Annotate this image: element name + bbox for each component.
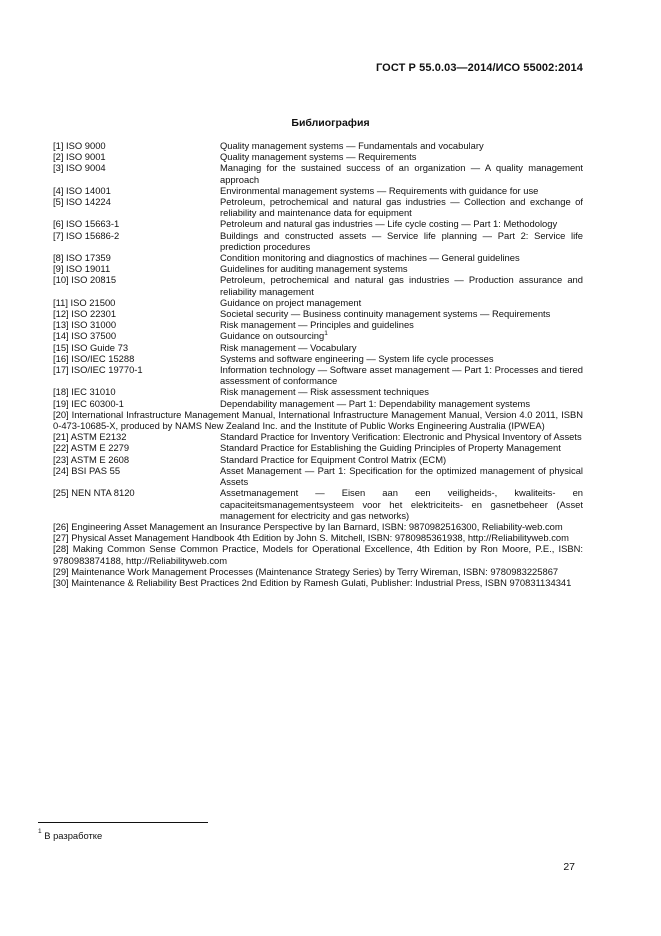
entry-reference: [23] ASTM E 2608	[53, 453, 130, 465]
entry-description	[220, 353, 583, 364]
entry-reference: [5] ISO 14224	[53, 196, 111, 208]
entry-description	[220, 386, 583, 397]
bibliography-entry	[53, 297, 583, 308]
bibliography-entry: [20] International Infrastructure Management Manual, International Infrastructure Management Manual, Version 4.0 2011, ISBN 0-473-10685-X, produced by NAMS New Zealand Inc. and the Institute of Public Works Engineering Australia (IPWEA)	[53, 408, 583, 432]
bibliography-entry: [26] Engineering Asset Management an Insurance Perspective by Ian Barnard, ISBN: 9870982516300, Reliability-web.com	[53, 520, 563, 532]
bibliography-entry	[53, 162, 583, 184]
entry-description-text: Petroleum, petrochemical and natural gas industries — Production assurance and reliability management	[220, 274, 583, 297]
entry-reference: [22] ASTM E 2279	[53, 442, 130, 454]
entry-description-text: Guidelines for auditing management systems	[220, 263, 408, 275]
footnote-reference: 1	[324, 330, 328, 338]
bibliography-entry	[53, 185, 583, 196]
bibliography-entry: [30] Maintenance & Reliability Best Practices 2nd Edition by Ramesh Gulati, Publisher: Industrial Press, ISBN 970831134341	[53, 576, 572, 588]
bibliography-entry: [28] Making Common Sense Common Practice, Models for Operational Excellence, 4th Edition by Ron Moore, P.E., ISBN: 9780983874188, http://Reliabilityweb.com	[53, 543, 583, 566]
entry-description	[220, 319, 583, 330]
entry-description	[220, 151, 583, 162]
entry-description	[220, 185, 583, 196]
entry-description	[220, 465, 583, 487]
entry-description-text: Standard Practice for Inventory Verification: Electronic and Physical Inventory of Assets	[220, 431, 582, 443]
entry-description-text: Petroleum, petrochemical and natural gas industries — Collection and exchange of reliability and maintenance data for equipment	[220, 196, 583, 219]
entry-description-text: Quality management systems — Fundamentals and vocabulary	[220, 140, 484, 151]
entry-description	[220, 252, 583, 263]
entry-description	[220, 218, 583, 229]
entry-description	[220, 263, 583, 274]
bibliography-entry	[53, 218, 583, 229]
entry-reference: [9] ISO 19011	[53, 263, 111, 275]
bibliography-entry	[53, 398, 583, 409]
entry-description-text: Guidance on outsourcing	[220, 330, 325, 342]
bibliography-entry	[53, 230, 583, 252]
page-number: 27	[563, 861, 575, 873]
bibliography-entry	[53, 319, 583, 330]
entry-reference: [16] ISO/IEC 15288	[53, 352, 135, 364]
bibliography-entry	[53, 151, 583, 162]
footnote-mark: 1	[38, 828, 42, 835]
entry-description	[220, 196, 583, 218]
bibliography-entry	[53, 140, 583, 151]
entry-description-text: Societal security — Business continuity management systems — Requirements	[220, 308, 551, 320]
bibliography-entry	[53, 364, 583, 386]
bibliography-entry	[53, 330, 583, 341]
entry-reference: [11] ISO 21500	[53, 296, 116, 308]
bibliography-entry	[53, 431, 583, 442]
bibliography-entry	[53, 263, 583, 274]
bibliography-entry: [29] Maintenance Work Management Processes (Maintenance Strategy Series) by Terry Wireman, ISBN: 9780983225867	[53, 565, 559, 577]
entry-description-text: Buildings and constructed assets — Service life planning — Part 2: Service life prediction procedures	[220, 229, 583, 252]
entry-description-text: Standard Practice for Establishing the Guiding Principles of Property Management	[220, 442, 561, 454]
entry-description	[220, 431, 583, 442]
entry-description	[220, 140, 583, 151]
entry-reference: [12] ISO 22301	[53, 308, 117, 320]
bibliography-entry	[53, 196, 583, 218]
bibliography-entry	[53, 454, 583, 465]
footnote-text: В разработке	[44, 830, 103, 841]
entry-description-text: Environmental management systems — Requirements with guidance for use	[220, 184, 539, 196]
entry-description-text: Standard Practice for Equipment Control Matrix (ECM)	[220, 453, 447, 465]
entry-reference: [4] ISO 14001	[53, 184, 111, 196]
bibliography-entry	[53, 386, 583, 397]
bibliography-list	[53, 140, 583, 588]
entry-description-text: Asset Management — Part 1: Specification for the optimized management of physical Assets	[220, 464, 583, 488]
entry-reference: [13] ISO 31000	[53, 319, 117, 331]
entry-description-text: Risk management — Vocabulary	[220, 341, 357, 353]
footnote-divider	[38, 822, 208, 823]
entry-description	[220, 398, 583, 409]
entry-reference: [21] ASTM E2132	[53, 431, 127, 443]
entry-reference: [14] ISO 37500	[53, 330, 117, 342]
entry-description	[220, 297, 583, 308]
bibliography-entry	[53, 252, 583, 263]
entry-reference: [17] ISO/IEC 19770-1	[53, 364, 143, 376]
entry-description-text: Risk management — Principles and guidelines	[220, 319, 414, 331]
bibliography-entry	[53, 342, 583, 353]
entry-description	[220, 442, 583, 453]
entry-description-text: Managing for the sustained success of an organization — A quality management approach	[220, 162, 583, 185]
entry-description	[220, 364, 583, 386]
document-header: ГОСТ Р 55.0.03—2014/ИСО 55002:2014	[375, 62, 583, 74]
entry-reference: [18] IEC 31010	[53, 386, 116, 398]
entry-description-text: Systems and software engineering — System life cycle processes	[220, 352, 494, 364]
entry-description-text: Petroleum and natural gas industries — Life cycle costing — Part 1: Methodology	[220, 218, 558, 230]
entry-description-text: Information technology — Software asset management — Part 1: Processes and tiered assessment of conformance	[220, 364, 583, 387]
entry-description	[220, 230, 583, 252]
entry-description-text: Guidance on project management	[220, 296, 362, 308]
bibliography-entry	[53, 442, 583, 453]
entry-reference: [3] ISO 9004	[53, 162, 106, 174]
entry-reference: [8] ISO 17359	[53, 252, 111, 264]
entry-description-text: Dependability management — Part 1: Dependability management systems	[220, 397, 531, 409]
entry-description-text: Risk management — Risk assessment techniques	[220, 386, 429, 398]
entry-description	[220, 487, 583, 521]
footnote	[38, 830, 102, 841]
entry-description	[220, 330, 583, 341]
entry-reference: [15] ISO Guide 73	[53, 341, 129, 353]
bibliography-entry: [27] Physical Asset Management Handbook 4th Edition by John S. Mitchell, ISBN: 9780985361938, http://Reliabilityweb.com	[53, 532, 569, 544]
entry-reference: [25] NEN NTA 8120	[53, 487, 135, 499]
page-title: Библиография	[291, 117, 370, 129]
bibliography-entry	[53, 487, 583, 521]
entry-reference: [24] BSI PAS 55	[53, 464, 121, 476]
entry-reference: [7] ISO 15686-2	[53, 229, 120, 241]
entry-description-text: Assetmanagement — Eisen aan een veiligheids-, kwaliteits- en capaciteitsmanagementsysteem voor het elektriciteits- en gasnetbeheer (Asset management for electricity and gas networks)	[220, 487, 583, 521]
bibliography-entry	[53, 308, 583, 319]
entry-description	[220, 454, 583, 465]
entry-description	[220, 308, 583, 319]
entry-reference: [1] ISO 9000	[53, 140, 106, 151]
entry-description-text: Condition monitoring and diagnostics of machines — General guidelines	[220, 252, 520, 264]
entry-description-text: Quality management systems — Requirements	[220, 151, 417, 163]
bibliography-entry	[53, 465, 583, 487]
entry-description	[220, 274, 583, 296]
entry-reference: [6] ISO 15663-1	[53, 218, 120, 230]
entry-reference: [19] IEC 60300-1	[53, 397, 124, 409]
entry-reference: [10] ISO 20815	[53, 274, 117, 286]
entry-description	[220, 162, 583, 184]
entry-reference: [2] ISO 9001	[53, 151, 106, 163]
bibliography-entry	[53, 274, 583, 296]
bibliography-entry	[53, 353, 583, 364]
entry-description	[220, 342, 583, 353]
